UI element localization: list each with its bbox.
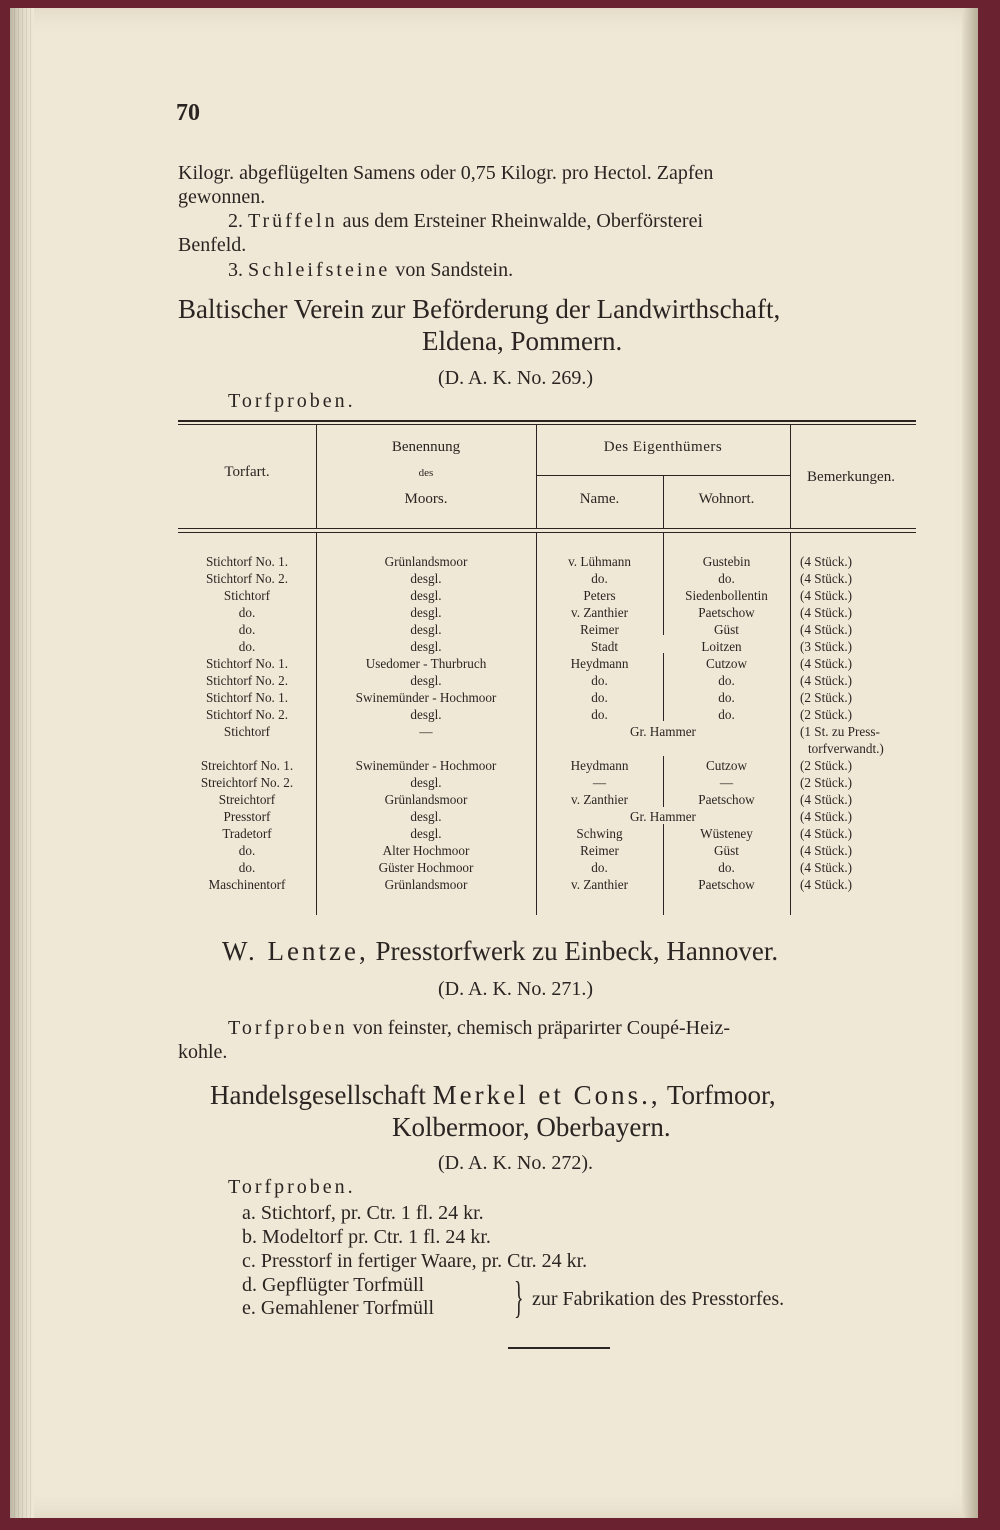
cell-torfart: Stichtorf No. 1.	[205, 690, 289, 705]
cell-bemerkung: (2 Stück.)	[800, 690, 853, 705]
price-item-c-text: Presstorf in fertiger Waare, pr. Ctr. 24 kr.	[260, 1250, 588, 1272]
cell-torfart: Streichtorf No. 2.	[200, 775, 294, 790]
section-3-title-part-c: Torfmoor,	[666, 1080, 776, 1110]
cell-bemerkung-cont: torfverwandt.)	[808, 741, 884, 756]
cell-moor: —	[419, 724, 433, 739]
bracket-note: zur Fabrikation des Presstorfes.	[532, 1288, 785, 1310]
cell-torfart: Stichtorf	[223, 724, 271, 739]
cell-moor: Grünlandsmoor	[384, 792, 468, 807]
cell-bemerkung: (4 Stück.)	[800, 656, 853, 671]
cell-owner-name: do.	[591, 690, 608, 705]
section-1-title-line-2: Eldena, Pommern.	[422, 326, 623, 356]
page-edge	[962, 8, 978, 1518]
item-2-word: Trüffeln	[248, 210, 338, 232]
cell-owner-name: v. Zanthier	[571, 877, 628, 892]
section-2-title	[222, 936, 778, 967]
cell-bemerkung: (1 St. zu Press-	[800, 724, 880, 739]
cell-owner-name: Heydmann	[570, 656, 629, 671]
price-item-e	[242, 1297, 434, 1320]
cell-owner-name: do.	[591, 707, 608, 722]
cell-moor: desgl.	[410, 571, 442, 586]
header-wohnort: Wohnort.	[698, 491, 755, 507]
cell-owner-wohnort: Paetschow	[698, 792, 755, 807]
body-divider-4	[790, 533, 791, 915]
price-item-d-letter: d.	[242, 1274, 257, 1296]
header-bemerkungen: Bemerkungen.	[807, 469, 895, 485]
header-des: des	[418, 467, 434, 479]
cell-moor: Güster Hochmoor	[378, 860, 474, 875]
section-2-text-cont: kohle.	[178, 1041, 228, 1063]
section-2-dak-number: (D. A. K. No. 271.)	[438, 978, 593, 1000]
cell-torfart: Stichtorf	[223, 588, 271, 603]
cell-moor: desgl.	[410, 605, 442, 620]
cell-bemerkung: (4 Stück.)	[800, 588, 853, 603]
header-torfart: Torfart.	[224, 464, 270, 480]
cell-moor: desgl.	[410, 588, 442, 603]
item-2-number: 2.	[228, 210, 243, 232]
section-3-title-line-1	[210, 1080, 776, 1111]
cell-owner-wohnort: Paetschow	[698, 605, 755, 620]
intro-item-3	[228, 259, 513, 282]
cell-owner-wohnort: Güst	[714, 843, 739, 858]
cell-moor: desgl.	[410, 707, 442, 722]
cell-bemerkung: (4 Stück.)	[800, 877, 853, 892]
cell-torfart: Stichtorf No. 1.	[205, 554, 289, 569]
cell-torfart: do.	[238, 605, 256, 620]
cell-owner-wohnort: do.	[718, 571, 735, 586]
price-item-d-text: Gepflügter Torfmüll	[262, 1274, 425, 1296]
intro-line-1: Kilogr. abgeflügelten Samens oder 0,75 Kilogr. pro Hectol. Zapfen	[178, 162, 714, 184]
binding-stitching	[14, 8, 32, 1518]
cell-owner-wohnort: —	[719, 775, 734, 790]
cell-owner-name: Stadt	[590, 639, 619, 654]
section-3-title-part-b: Merkel et Cons.,	[432, 1080, 661, 1110]
cell-owner-wohnort: Loitzen	[701, 639, 742, 654]
cell-bemerkung: (4 Stück.)	[800, 792, 853, 807]
cell-torfart: Stichtorf No. 2.	[205, 673, 289, 688]
cell-moor: Grünlandsmoor	[384, 554, 468, 569]
cell-torfart: Tradetorf	[222, 826, 272, 841]
cell-moor: desgl.	[410, 826, 442, 841]
cell-owner-wohnort: Paetschow	[698, 877, 755, 892]
price-item-e-text: Gemahlener Torfmüll	[260, 1297, 435, 1319]
cell-moor: Alter Hochmoor	[382, 843, 470, 858]
cell-owner-name: Heydmann	[570, 758, 629, 773]
cell-bemerkung: (4 Stück.)	[800, 826, 853, 841]
cell-bemerkung: (4 Stück.)	[800, 554, 853, 569]
closing-rule	[508, 1347, 610, 1349]
section-1-dak-number: (D. A. K. No. 269.)	[438, 367, 593, 389]
cell-bemerkung: (4 Stück.)	[800, 673, 853, 688]
cell-torfart: Presstorf	[223, 809, 271, 824]
price-item-b	[242, 1226, 491, 1249]
cell-owner-wohnort: do.	[718, 690, 735, 705]
cell-owner-name: Gr. Hammer	[630, 809, 696, 824]
item-3-number: 3.	[228, 259, 243, 281]
table-header-rule	[178, 528, 916, 529]
section-1-label: Torfproben.	[228, 390, 356, 412]
cell-moor: Swinemünder - Hochmoor	[355, 758, 497, 773]
intro-item-2-cont: Benfeld.	[178, 234, 247, 256]
cell-owner-wohnort: do.	[718, 673, 735, 688]
cell-moor: desgl.	[410, 622, 442, 637]
price-item-a-letter: a.	[242, 1202, 256, 1224]
header-divider-4	[790, 425, 791, 528]
cell-owner-name: Peters	[583, 588, 616, 603]
cell-owner-wohnort: do.	[718, 707, 735, 722]
header-moors: Moors.	[404, 491, 448, 507]
price-item-c	[242, 1250, 587, 1273]
cell-owner-wohnort: Güst	[714, 622, 739, 637]
cell-bemerkung: (4 Stück.)	[800, 809, 853, 824]
cell-owner-name: Schwing	[576, 826, 623, 841]
cell-owner-wohnort: Siedenbollentin	[685, 588, 768, 603]
cell-owner-name: do.	[591, 673, 608, 688]
section-3-title-line-2: Kolbermoor, Oberbayern.	[392, 1112, 671, 1142]
cell-moor: Usedomer - Thurbruch	[365, 656, 487, 671]
cell-owner-name: do.	[591, 571, 608, 586]
cell-owner-wohnort: Gustebin	[702, 554, 751, 569]
section-3-label: Torfproben.	[228, 1176, 356, 1198]
item-3-rest: von Sandstein.	[395, 259, 514, 281]
section-2-text	[228, 1017, 730, 1040]
cell-bemerkung: (3 Stück.)	[800, 639, 853, 654]
price-item-d	[242, 1274, 424, 1297]
cell-owner-name: v. Zanthier	[571, 792, 628, 807]
cell-torfart: do.	[238, 639, 256, 654]
header-eigenthuemer: Des Eigenthümers	[603, 439, 723, 455]
section-2-title-name: W. Lentze,	[222, 936, 369, 966]
cell-bemerkung: (4 Stück.)	[800, 860, 853, 875]
price-item-b-letter: b.	[242, 1226, 257, 1248]
cell-moor: Swinemünder - Hochmoor	[355, 690, 497, 705]
section-3-dak-number: (D. A. K. No. 272).	[438, 1152, 593, 1174]
cell-torfart: Stichtorf No. 2.	[205, 571, 289, 586]
cell-moor: Grünlandsmoor	[384, 877, 468, 892]
section-1-title-line-1: Baltischer Verein zur Beförderung der Landwirthschaft,	[178, 294, 781, 324]
cell-owner-name: Gr. Hammer	[630, 724, 696, 739]
cell-owner-name: v. Lühmann	[568, 554, 631, 569]
price-item-a-text: Stichtorf, pr. Ctr. 1 fl. 24 kr.	[260, 1202, 484, 1224]
cell-torfart: Stichtorf No. 2.	[205, 707, 289, 722]
table-top-rule-thin	[178, 424, 916, 425]
cell-owner-name: Reimer	[580, 622, 619, 637]
cell-torfart: Maschinentorf	[208, 877, 286, 892]
cell-torfart: do.	[238, 843, 256, 858]
cell-bemerkung: (4 Stück.)	[800, 605, 853, 620]
cell-owner-name: v. Zanthier	[571, 605, 628, 620]
header-name: Name.	[579, 491, 620, 507]
intro-item-2	[228, 210, 703, 233]
cell-owner-wohnort: Cutzow	[705, 656, 748, 671]
cell-torfart: Streichtorf No. 1.	[200, 758, 294, 773]
price-item-b-text: Modeltorf pr. Ctr. 1 fl. 24 kr.	[262, 1226, 491, 1248]
curly-brace: }	[514, 1273, 524, 1322]
cell-owner-name: do.	[591, 860, 608, 875]
section-2-text-word: Torfproben	[228, 1017, 348, 1039]
item-3-word: Schleifsteine	[248, 259, 391, 281]
cell-torfart: Stichtorf No. 1.	[205, 656, 289, 671]
cell-moor: desgl.	[410, 673, 442, 688]
cell-bemerkung: (2 Stück.)	[800, 758, 853, 773]
price-item-a	[242, 1202, 484, 1225]
cell-owner-name: —	[592, 775, 607, 790]
cell-bemerkung: (4 Stück.)	[800, 622, 853, 637]
page-number: 70	[176, 100, 200, 126]
price-item-e-letter: e.	[242, 1297, 256, 1319]
cell-moor: desgl.	[410, 775, 442, 790]
cell-torfart: do.	[238, 860, 256, 875]
table-header-rule-thin	[178, 532, 916, 533]
cell-moor: desgl.	[410, 639, 442, 654]
cell-bemerkung: (2 Stück.)	[800, 775, 853, 790]
section-2-title-rest: Presstorfwerk zu Einbeck, Hannover.	[375, 936, 779, 966]
cell-owner-wohnort: do.	[718, 860, 735, 875]
item-2-rest: aus dem Ersteiner Rheinwalde, Oberförsterei	[342, 210, 703, 232]
table-top-rule	[178, 420, 916, 422]
cell-bemerkung: (2 Stück.)	[800, 707, 853, 722]
header-benennung: Benennung	[391, 439, 461, 455]
section-3-title-part-a: Handelsgesellschaft	[210, 1080, 426, 1110]
cell-moor: desgl.	[410, 809, 442, 824]
price-item-c-letter: c.	[242, 1250, 256, 1272]
cell-owner-wohnort: Cutzow	[705, 758, 748, 773]
book-page	[10, 8, 978, 1518]
section-2-text-rest: von feinster, chemisch präparirter Coupé-Heiz-	[352, 1017, 731, 1039]
intro-line-2: gewonnen.	[178, 186, 266, 208]
cell-torfart: do.	[238, 622, 256, 637]
cell-bemerkung: (4 Stück.)	[800, 843, 853, 858]
cell-torfart: Streichtorf	[218, 792, 276, 807]
cell-bemerkung: (4 Stück.)	[800, 571, 853, 586]
cell-owner-wohnort: Wüsteney	[700, 826, 753, 841]
cell-owner-name: Reimer	[580, 843, 619, 858]
